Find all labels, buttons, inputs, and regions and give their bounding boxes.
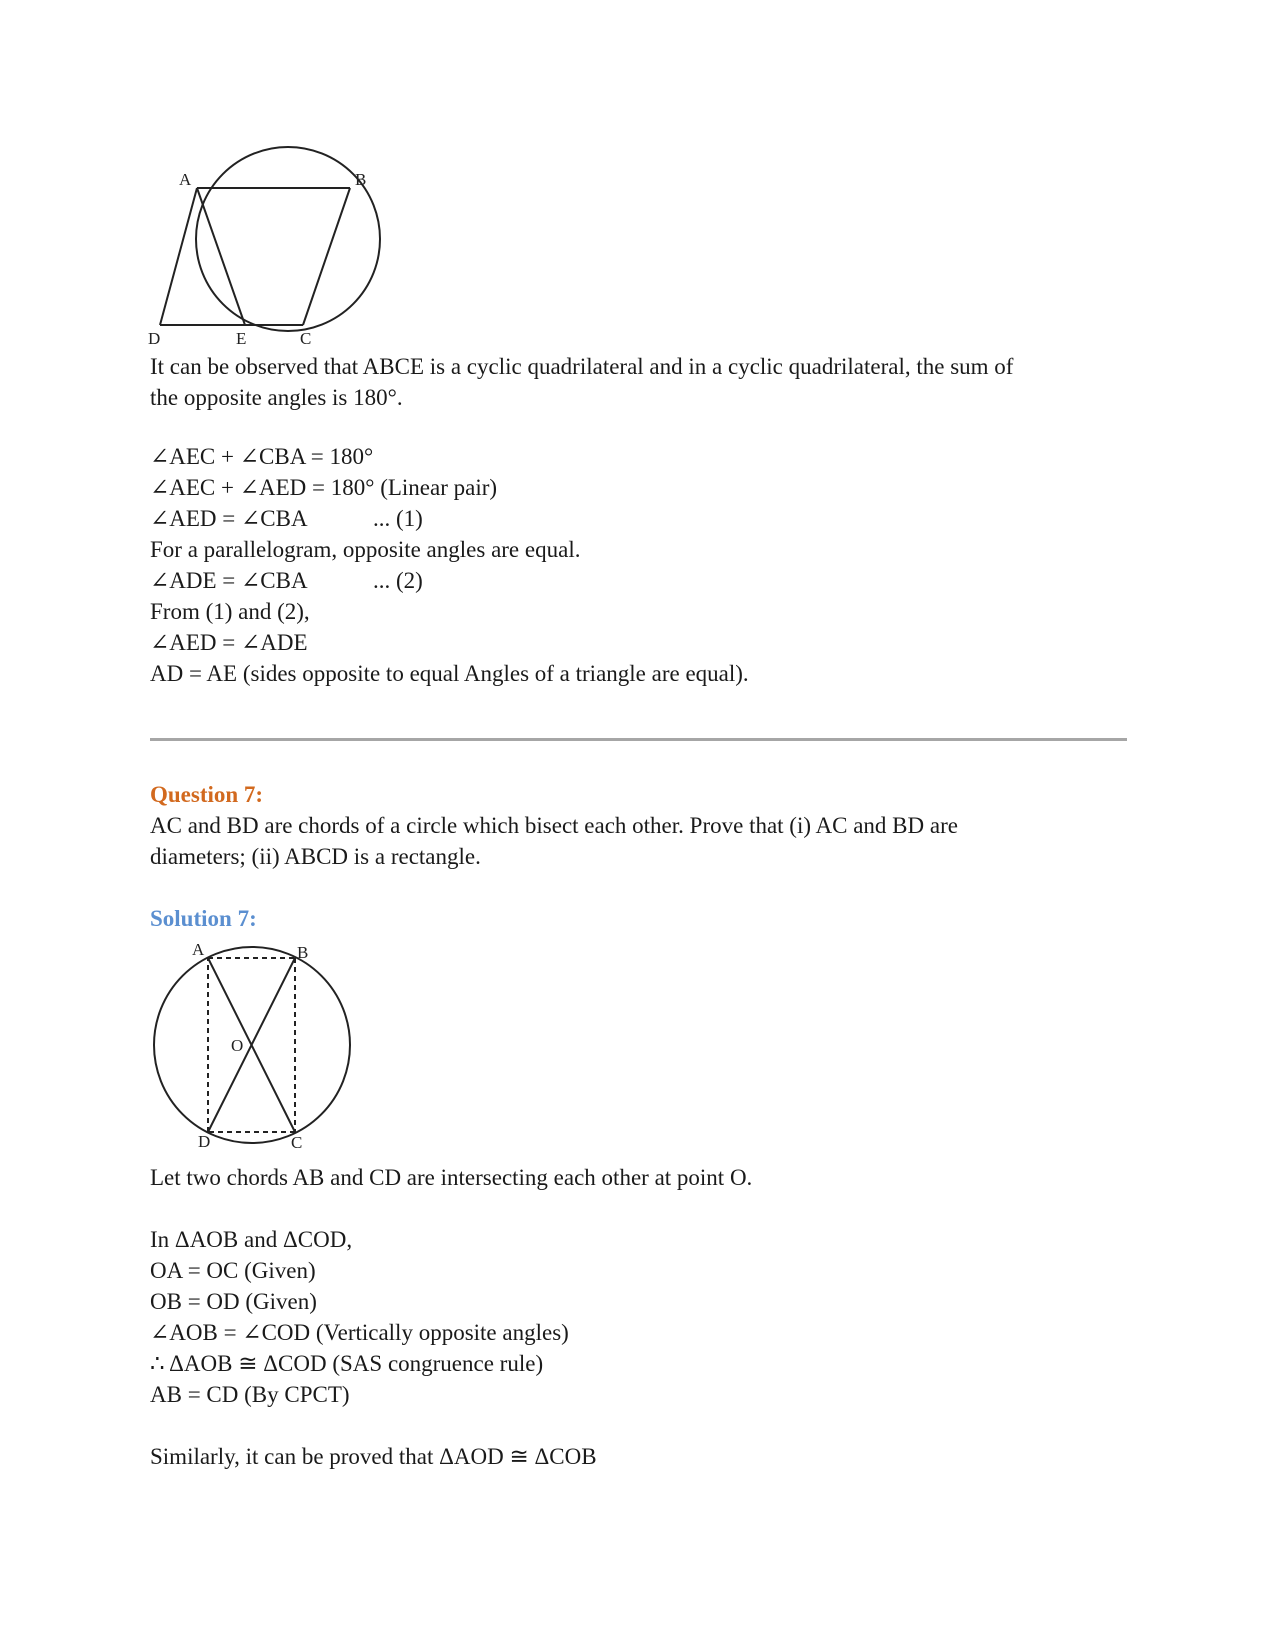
solution-7-line-7: Similarly, it can be proved that ΔAOD ≅ ΔCOB [150, 1444, 597, 1469]
solution-7-line-3: OB = OD (Given) [150, 1289, 317, 1314]
solution-7-proof [150, 1224, 1110, 1410]
solution-7-line-2: OA = OC (Given) [150, 1258, 316, 1283]
question-7-text [150, 810, 1110, 872]
solution-7-text-1: Let two chords AB and CD are intersecting each other at point O. [150, 1165, 753, 1190]
intro-paragraph [150, 351, 1110, 413]
label-c: C [291, 1133, 303, 1152]
label-d: D [148, 329, 161, 348]
proof1-text2: From (1) and (2), [150, 599, 310, 624]
label-c: C [300, 329, 312, 348]
question-7-line-1: AC and BD are chords of a circle which bisect each other. Prove that (i) AC and BD are [150, 813, 958, 838]
solution-7-similarly [150, 1441, 1110, 1472]
proof1-eq1: ∠AEC + ∠CBA = 180° [150, 444, 374, 469]
solution-7-line-4: ∠AOB = ∠COD (Vertically opposite angles) [150, 1320, 569, 1345]
proof1-eq5: ∠AED = ∠ADE [150, 630, 308, 655]
solution-7-line-6: AB = CD (By CPCT) [150, 1382, 350, 1407]
solution-7-line-1: In ΔAOB and ΔCOD, [150, 1227, 353, 1252]
proof-block-1 [150, 441, 1110, 689]
proof1-eq4: ∠ADE = ∠CBA [150, 568, 308, 593]
intro-line-2: the opposite angles is 180°. [150, 385, 403, 410]
proof1-eq3-ref: ... (1) [373, 506, 423, 531]
question-7-heading: Question 7: [150, 782, 264, 807]
figure-rectangle-in-circle [145, 935, 355, 1160]
solution-7-line-5: ∴ ΔAOB ≅ ΔCOD (SAS congruence rule) [150, 1351, 544, 1376]
proof1-text1: For a parallelogram, opposite angles are equal. [150, 537, 581, 562]
proof1-eq4-ref: ... (2) [373, 568, 423, 593]
label-b: B [355, 170, 367, 189]
label-a: A [192, 940, 205, 959]
solution-7-heading: Solution 7: [150, 906, 257, 931]
proof1-eq4-row [150, 565, 1110, 596]
label-e: E [236, 329, 247, 348]
section-divider [150, 738, 1127, 741]
label-d: D [198, 1132, 211, 1151]
figure-cyclic-quadrilateral [140, 140, 380, 355]
proof1-eq2: ∠AEC + ∠AED = 180° (Linear pair) [150, 475, 498, 500]
solution-7-intro [150, 1162, 1110, 1193]
label-b: B [297, 943, 309, 962]
question-7-line-2: diameters; (ii) ABCD is a rectangle. [150, 844, 481, 869]
proof1-eq3: ∠AED = ∠CBA [150, 506, 308, 531]
proof1-eq3-row [150, 503, 1110, 534]
proof1-eq6: AD = AE (sides opposite to equal Angles of a triangle are equal). [150, 661, 749, 686]
label-a: A [179, 170, 192, 189]
intro-line-1: It can be observed that ABCE is a cyclic quadrilateral and in a cyclic quadrilateral, the sum of [150, 354, 1014, 379]
label-o: O [231, 1036, 244, 1055]
